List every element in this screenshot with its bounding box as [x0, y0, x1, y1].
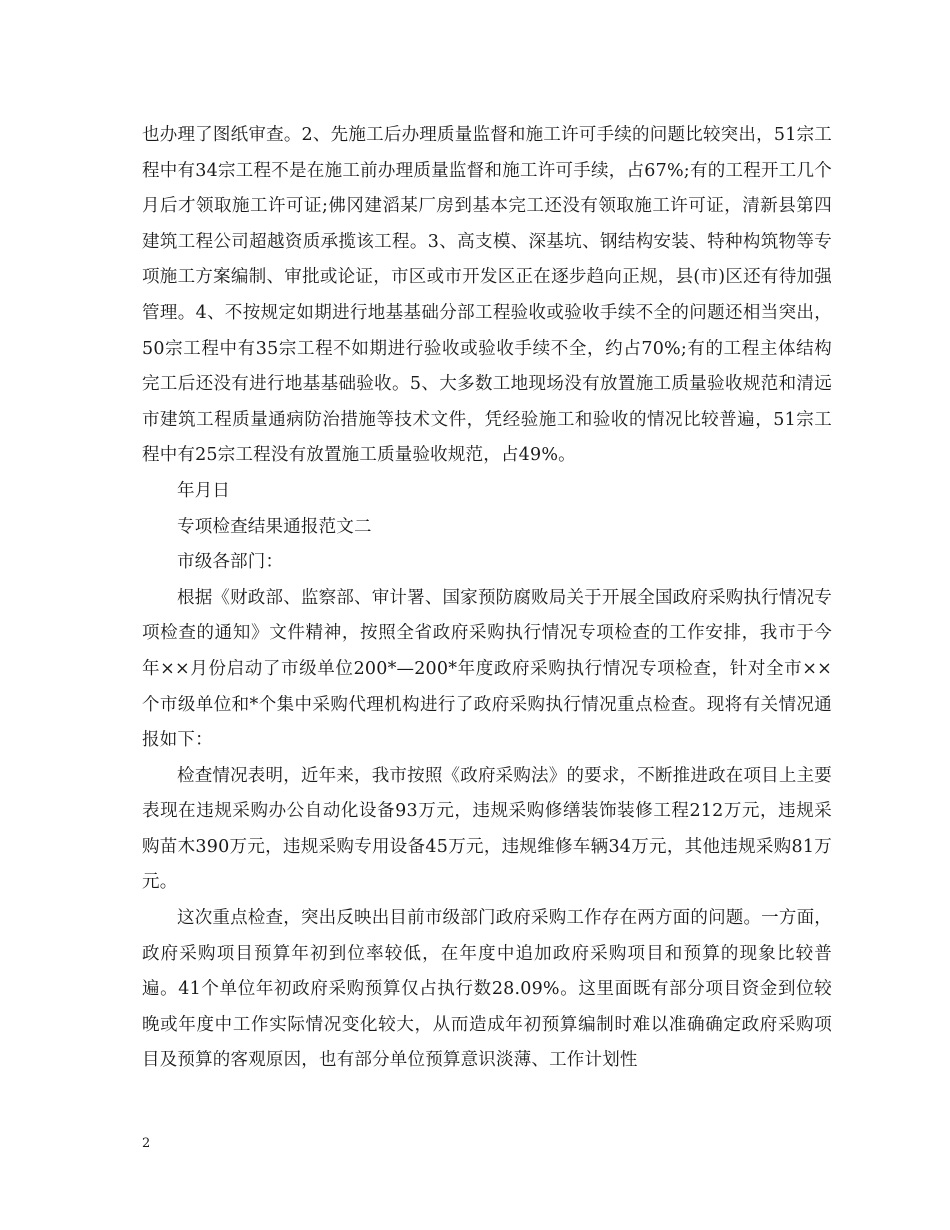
paragraph-problems: 这次重点检查，突出反映出目前市级部门政府采购工作存在两方面的问题。一方面，政府采购项目预算年初到位率较低，在年度中追加政府采购项目和预算的现象比较普遍。41个单位年初政府采购预算仅占执行数28.09%。这里面既有部分项目资金到位较晚或年度中工作实际情况变化较大，从而造成年初预算编制时难以准确确定政府采购项目及预算的客观原因，也有部分单位预算意识淡薄、工作计划性 [142, 908, 832, 1071]
document-body [142, 118, 832, 1079]
paragraph-background: 根据《财政部、监察部、审计署、国家预防腐败局关于开展全国政府采购执行情况专项检查的通知》文件精神，按照全省政府采购执行情况专项检查的工作安排，我市于今年××月份启动了市级单位200*—200*年度政府采购执行情况专项检查，针对全市××个市级单位和*个集中采购代理机构进行了政府采购执行情况重点检查。现将有关情况通报如下： [142, 587, 832, 751]
page-number: 2 [142, 1136, 151, 1151]
section-title: 专项检查结果通报范文二 [177, 516, 372, 537]
paragraph-inspection-findings: 也办理了图纸审查。2、先施工后办理质量监督和施工许可手续的问题比较突出，51宗工程中有34宗工程不是在施工前办理质量监督和施工许可手续，占67%;有的工程开工几个月后才领取施工许可证;佛冈建滔某厂房到基本完工还没有领取施工许可证，清新县第四建筑工程公司超越资质承揽该工程。3、高支模、深基坑、钢结构安装、特种构筑物等专项施工方案编制、审批或论证，市区或市开发区正在逐步趋向正规，县(市)区还有待加强管理。4、不按规定如期进行地基基础分部工程验收或验收手续不全的问题还相当突出，50宗工程中有35宗工程不如期进行验收或验收手续不全，约占70%;有的工程主体结构完工后还没有进行地基基础验收。5、大多数工地现场没有放置施工质量验收规范和清远市建筑工程质量通病防治措施等技术文件，凭经验施工和验收的情况比较普遍，51宗工程中有25宗工程没有放置施工质量验收规范，占49%。 [142, 125, 832, 466]
salutation: 市级各部门： [177, 552, 284, 573]
paragraph-date: 年月日 [177, 480, 231, 501]
paragraph-results: 检查情况表明，近年来，我市按照《政府采购法》的要求，不断推进政在项目上主要表现在违规采购办公自动化设备93万元，违规采购修缮装饰装修工程212万元，违规采购苗木390万元，违规采购专用设备45万元，违规维修车辆34万元，其他违规采购81万元。 [142, 765, 832, 893]
